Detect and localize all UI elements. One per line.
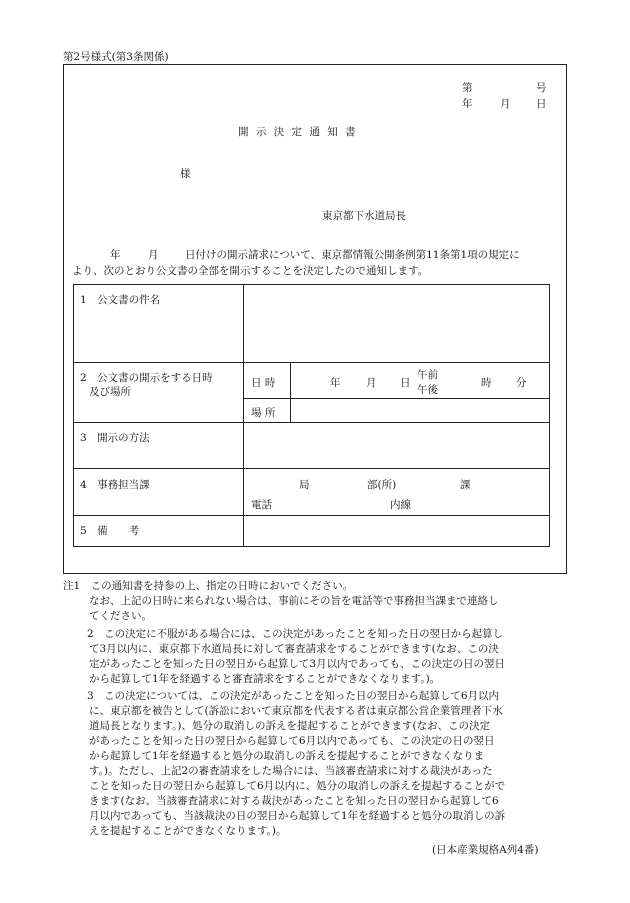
table-left-border	[73, 284, 74, 546]
addressee-suffix: 様	[180, 168, 191, 180]
place-label: 場 所	[251, 407, 276, 419]
phone-label: 電話	[251, 499, 272, 511]
paper-size-footer: (日本産業規格A列4番)	[432, 844, 539, 856]
intro-text-line1: 日付けの開示請求について、東京都情報公開条例第11条第1項の規定に	[185, 249, 520, 261]
row-method-label: 3 開示の方法	[80, 432, 150, 444]
datetime-am: 午前	[417, 369, 438, 381]
table-row-divider	[73, 515, 550, 516]
table-row-divider	[73, 468, 550, 469]
extension-label: 内線	[390, 499, 411, 511]
date-day: 日	[536, 98, 547, 110]
note-3-line9: 月以内であっても、当該裁決の日の翌日から起算して1年を経過すると処分の取消しの訴	[89, 810, 506, 822]
note-1-line1: 注1 この通知書を持参の上、指定の日時においでください。	[63, 580, 354, 592]
table-row-divider	[73, 422, 550, 423]
date-year: 年	[462, 98, 473, 110]
table-subcolumn-divider	[290, 362, 291, 422]
note-3-line5: から起算して1年を経過すると処分の取消しの訴えを提起することができなくなりま	[89, 750, 485, 762]
row-datetime-place-label: 2 公文書の開示をする日時	[80, 372, 213, 384]
dept-bureau: 局	[299, 479, 310, 491]
row-document-title-label: 1 公文書の件名	[80, 294, 161, 306]
table-column-divider	[243, 284, 244, 546]
datetime-day: 日	[400, 377, 411, 389]
row-datetime-place-label-cont: 及び場所	[89, 386, 131, 398]
note-2-line1: 2 この決定に不服がある場合には、この決定があったことを知った日の翌日から起算し	[87, 628, 504, 640]
dept-section: 課	[460, 479, 471, 491]
table-top-border	[73, 284, 550, 285]
note-1-line3: てください。	[89, 610, 152, 622]
intro-month: 月	[148, 249, 159, 261]
note-3-line10: えを提起することができなくなります。)。	[89, 825, 287, 837]
datetime-hour: 時	[481, 377, 492, 389]
number-suffix: 号	[536, 82, 547, 94]
table-right-border	[549, 284, 550, 546]
table-bottom-border	[73, 546, 550, 547]
issuer: 東京都下水道局長	[322, 210, 406, 222]
note-3-line2: に、東京都を被告として(訴訟において東京都を代表する者は東京都公営企業管理者下水	[89, 705, 503, 717]
dept-division: 部(所)	[367, 479, 397, 491]
page-title: 開 示 決 定 通 知 書	[238, 126, 358, 138]
date-month: 月	[500, 98, 511, 110]
note-2-line3: 定があったことを知った日の翌日から起算して3月以内であっても、この決定の日の翌日	[89, 658, 505, 670]
note-2-line2: て3月以内に、東京都下水道局長に対して審査請求をすることができます(なお、この決	[89, 643, 499, 655]
row-department-label: 4 事務担当課	[80, 479, 150, 491]
row-remarks-label: 5 備 考	[80, 525, 140, 537]
note-3-line7: ことを知った日の翌日から起算して6月以内に、処分の取消しの訴えを提起することがで	[89, 780, 506, 792]
note-2-line4: から起算して1年を経過すると審査請求をすることができなくなります。)。	[89, 673, 441, 685]
form-label: 第2号様式(第3条関係)	[63, 51, 169, 63]
number-prefix: 第	[462, 82, 473, 94]
datetime-pm: 午後	[417, 384, 438, 396]
form-frame	[63, 64, 567, 574]
datetime-minute: 分	[516, 377, 527, 389]
note-3-line4: があったことを知った日の翌日から起算して6月以内であっても、この決定の日の翌日	[89, 735, 495, 747]
note-1-line2: なお、上記の日時に来られない場合は、事前にその旨を電話等で事務担当課まで連絡し	[89, 595, 499, 607]
note-3-line8: きます(なお、当該審査請求に対する裁決があったことを知った日の翌日から起算して6	[89, 795, 499, 807]
intro-year: 年	[110, 249, 121, 261]
datetime-month: 月	[366, 377, 377, 389]
table-row-divider	[73, 362, 550, 363]
note-3-line6: す。)。ただし、上記2の審査請求をした場合には、当該審査請求に対する裁決があった	[89, 765, 493, 777]
note-3-line3: 道局長となります。)、処分の取消しの訴えを提起することができます(なお、この決定	[89, 720, 491, 732]
datetime-year: 年	[330, 377, 341, 389]
intro-text-line2: より、次のとおり公文書の全部を開示することを決定したので通知します。	[72, 265, 429, 277]
datetime-label: 日 時	[251, 377, 276, 389]
note-3-line1: 3 この決定については、この決定があったことを知った日の翌日から起算して6月以内	[87, 690, 500, 702]
